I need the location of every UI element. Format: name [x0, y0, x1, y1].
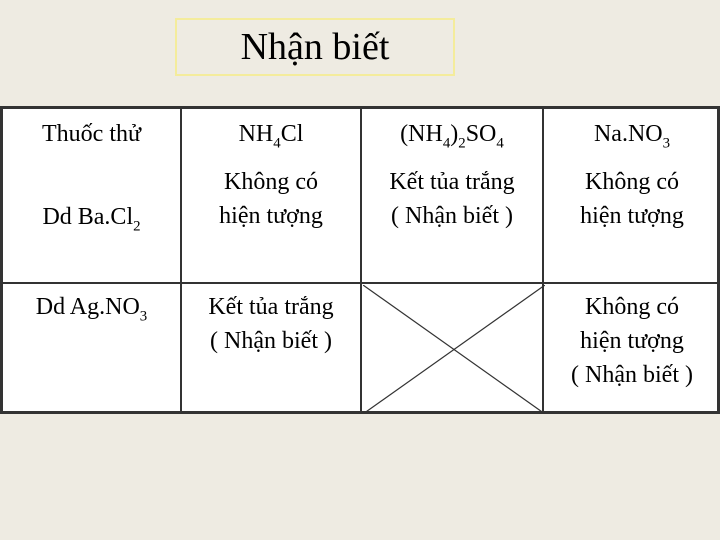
header-nh4-2so4: $(NH_4)_2SO_4$ [400, 121, 504, 152]
row-divider [3, 282, 717, 284]
reagent-table [0, 106, 720, 414]
title-box [175, 18, 455, 76]
column-divider [180, 109, 182, 411]
row-label-agno3: Dd $Ag.NO_3$ [35, 294, 148, 325]
cell-agno3-nh4cl: Kết tủa trắng ( Nhận biết ) [208, 294, 334, 354]
cell-bacl2-nh4cl: Không có hiện tượng [219, 169, 323, 229]
header-nano3: $Na.NO_3$ [593, 121, 671, 152]
page-title: Nhận biết [240, 26, 390, 68]
header-reagent: Thuốc thử [42, 121, 141, 147]
cell-bacl2-nh4-2so4: Kết tủa trắng ( Nhận biết ) [389, 169, 515, 229]
row-label-bacl2: Dd $Ba.Cl_2$ [42, 204, 141, 235]
cell-agno3-nano3: Không có hiện tượng ( Nhận biết ) [571, 294, 693, 388]
column-divider [360, 109, 362, 411]
header-nh4cl: $NH_4Cl$ [238, 121, 304, 152]
not-applicable-cross [363, 285, 545, 414]
cell-bacl2-nano3: Không có hiện tượng [580, 169, 684, 229]
